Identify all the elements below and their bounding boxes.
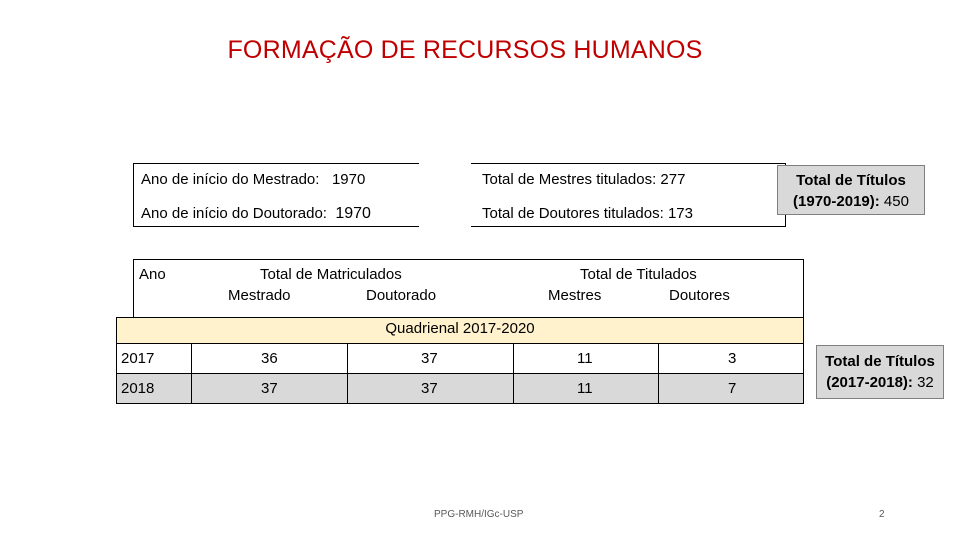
mestrado-start-row [141,171,365,188]
total-titles-period-heading: Total de Títulos [825,353,935,370]
total-titles-overall-heading: Total de Títulos [796,172,906,189]
column-divider [513,374,514,403]
column-header-doutorado: Doutorado [366,287,437,304]
column-divider [658,374,659,403]
quadrienal-label: Quadrienal 2017-2020 [385,320,535,337]
column-divider [347,344,348,373]
total-titles-overall-box [777,165,925,215]
column-header-ano: Ano [139,266,166,283]
column-divider [658,344,659,373]
mestrado-start-label: Ano de início do Mestrado: [141,171,320,188]
page-number: 2 [879,509,885,520]
total-titles-period-value: 32 [917,374,934,391]
column-header-doutores: Doutores [669,287,730,304]
mestrado-start-value: 1970 [331,171,366,188]
cell-ano: 2017 [121,350,155,367]
footer-source: PPG-RMH/IGc-USP [434,509,524,520]
doutorado-start-row [141,205,371,223]
doutorado-start-value: 1970 [335,205,371,222]
cell-mat-mestrado: 37 [261,380,278,397]
cell-ano: 2018 [121,380,155,397]
table-row [116,374,804,404]
slide-title: FORMAÇÃO DE RECURSOS HUMANOS [227,36,703,64]
column-header-titulados: Total de Titulados [580,266,697,283]
mestres-titulados-total: Total de Mestres titulados: 277 [482,171,686,188]
column-header-mestrado: Mestrado [228,287,291,304]
doutorado-start-label: Ano de início do Doutorado: [141,205,327,222]
column-header-matriculados: Total de Matriculados [260,266,402,283]
column-divider [191,374,192,403]
info-box-gap [419,163,471,227]
cell-mat-mestrado: 36 [261,350,278,367]
column-divider [191,344,192,373]
total-titles-overall-period: (1970-2019): [793,193,880,210]
cell-tit-doutores: 3 [728,350,737,367]
cell-mat-doutorado: 37 [421,350,438,367]
total-titles-period-box [816,345,944,399]
cell-tit-mestres: 11 [577,350,593,367]
column-header-mestres: Mestres [548,287,602,304]
doutores-titulados-total: Total de Doutores titulados: 173 [482,205,693,222]
table-row [116,344,804,374]
column-divider [347,374,348,403]
cell-tit-doutores: 7 [728,380,737,397]
total-titles-period-period: (2017-2018): [826,374,913,391]
cell-tit-mestres: 11 [577,380,593,397]
cell-mat-doutorado: 37 [421,380,438,397]
total-titles-overall-value: 450 [883,193,909,210]
column-divider [513,344,514,373]
